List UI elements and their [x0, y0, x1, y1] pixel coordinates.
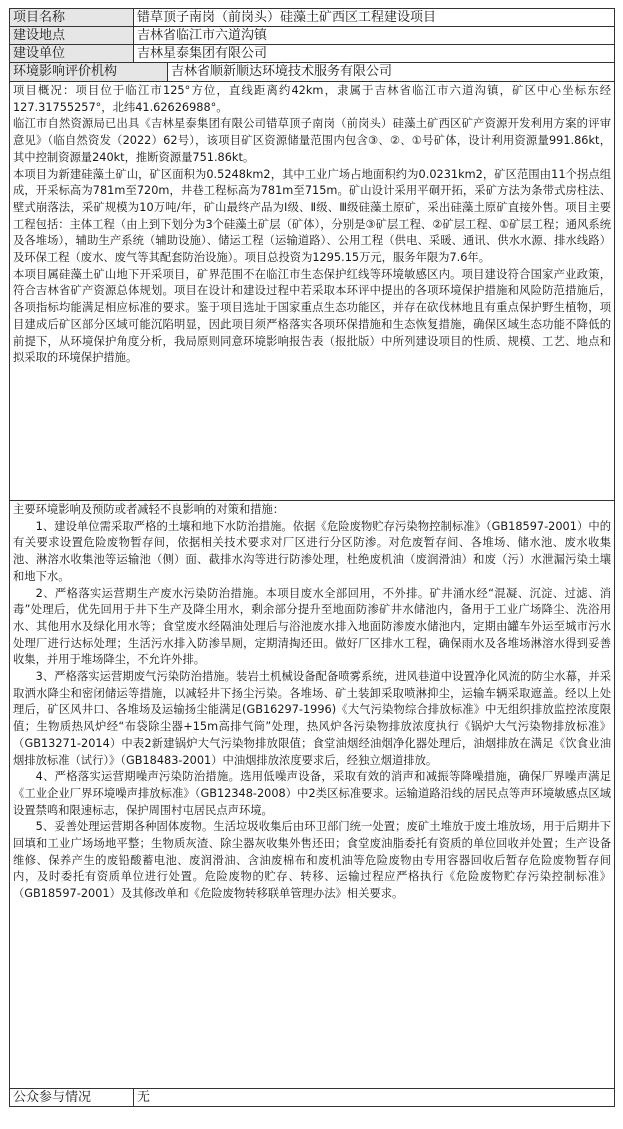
row-unit — [10, 45, 615, 63]
eia-org-label: 环境影响评价机构 — [10, 63, 168, 82]
row-measures — [10, 501, 615, 1089]
row-overview — [10, 82, 615, 501]
overview-paragraph: 本项目为新建硅藻土矿山，矿区面积为0.5248km2，其中工业广场占地面积约为0.0231km2，矿区范围由11个拐点组成，开采标高为781m至720m，井巷工程标高为781m至715m。矿山设计采用平硐开拓，采矿方法为条带式房柱法、壁式崩落法，采矿规模为10万吨/年，矿山最终产品为Ⅰ级、Ⅱ级、Ⅲ级硅藻土原矿，采出硅藻土原矿直接外售。项目主要工程包括：主体工程（由上到下划分为3个硅藻土矿层（矿体），分别是③矿层工程、②矿层工程、①矿层工程；通风系统及各堆场），辅助生产系统（辅助设施）、储运工程（运输道路）、公用工程（供电、采暖、通讯、供水水源、排水线路）及环保工程（废水、废气等其配套防治设施）。项目总投资为1295.15万元，服务年限为7.6年。 — [13, 167, 611, 265]
measure-item: 4、严格落实运营期噪声污染防治措施。选用低噪声设备，采取有效的消声和减振等降噪措施，确保厂界噪声满足《工业企业厂界环境噪声排放标准》（GB12348-2008）中2类区标准要求。运输道路沿线的居民点等声环境敏感点区域设置禁鸣和限速标志，保护周围村屯居民点声环境。 — [13, 770, 611, 817]
measure-item: 3、严格落实运营期废气污染防治措施。装岩土机械设备配备喷雾系统，进风巷道中设置净化风流的防尘水幕，并采取洒水降尘和密闭储运等措施，以减轻井下扬尘污染。各堆场、矿土装卸采取喷淋抑尘，运输车辆采取遮盖。经以上处理后，矿区风井口、各堆场及运输扬尘能满足(GB16297-1996)《大气污染物综合排放标准》中无组织排放监控浓度限值；生物质热风炉经“布袋除尘器+15m高排气筒”处理，热风炉各污染物排放浓度执行《锅炉大气污染物排放标准》（GB13271-2014）中表2新建锅炉大气污染物排放限值；食堂油烟经油烟净化器处理后，油烟排放在满足《饮食业油烟排放标准（试行）》（GB18483-2001）中油烟排放浓度要求后，经独立烟道排放。 — [13, 670, 611, 767]
measures-heading: 主要环境影响及预防或者减轻不良影响的对策和措施： — [13, 503, 285, 516]
unit-value: 吉林星泰集团有限公司 — [134, 45, 615, 63]
public-label: 公众参与情况 — [10, 1089, 134, 1107]
measure-item: 1、建设单位需采取严格的土壤和地下水防治措施。依据《危险废物贮存污染物控制标准》（GB18597-2001）中的有关要求设置危险废物暂存间，依据相关技术要求对厂区进行分区防渗。对危废暂存间、各堆场、储水池、废水收集池、淋溶水收集池等运输池（侧）面、截排水沟等进行防渗处理，杜绝废机油（废润滑油）和废（污）水泄漏污染土壤和地下水。 — [13, 519, 611, 583]
measure-item: 2、严格落实运营期生产废水污染防治措施。本项目废水全部回用，不外排。矿井涌水经“混凝、沉淀、过滤、消毒”处理后，优先回用于井下生产及降尘用水，剩余部分提升至地面防渗矿井水储池内，备用于工业广场降尘、洗浴用水、其他用水及绿化用水等；食堂废水经隔油处理后与浴池废水排入地面防渗废水储池内，定期由罐车外运至城市污水处理厂进行达标处理；生活污水排入防渗旱厕，定期清掏还田。做好厂区排水工程，确保雨水及各堆场淋溶水得到妥善收集，并用于堆场降尘，不允许外排。 — [13, 586, 611, 667]
row-project-name — [10, 9, 615, 27]
measure-item: 5、妥善处理运营期各种固体废物。生活垃圾收集后由环卫部门统一处置；废矿土堆放于废土堆放场，用于后期井下回填和工业广场场地平整；生物质灰渣、除尘器灰收集外售还田；食堂废油脂委托有资质的单位回收并处置；生产设备维修、保养产生的废铅酸蓄电池、废润滑油、含油废棉布和废机油等危险废物由专用容器回收后暂存危险废物暂存间内，及时委托有资质单位进行处置。危险废物的贮存、转移、运输过程应严格执行《危险废物贮存污染控制标准》（GB18597-2001）及其修改单和《危险废物转移联单管理办法》相关要求。 — [13, 820, 611, 901]
location-value: 吉林省临江市六道沟镇 — [134, 27, 615, 45]
measures-cell — [10, 501, 615, 1089]
project-info-table — [9, 8, 615, 1107]
location-label: 建设地点 — [10, 27, 134, 45]
public-value: 无 — [134, 1089, 615, 1107]
overview-cell — [10, 82, 615, 501]
project-name-value: 错草顶子南岗（前岗头）硅藻土矿西区工程建设项目 — [134, 9, 615, 27]
row-public — [10, 1089, 615, 1107]
overview-paragraph: 本项目属硅藻土矿山地下开采项目，矿界范围不在临江市生态保护红线等环境敏感区内。项目建设符合国家产业政策，符合吉林省矿产资源总体规划。项目在设计和建设过程中若采取本环评中提出的各项环境保护措施和风险防范措施后，各项指标均能满足相应标准的要求。鉴于项目选址于国家重点生态功能区，并存在砍伐林地且有重点保护野生植物，项目建成后矿区部分区域可能沉陷明显，因此项目须严格落实各项环保措施和生态恢复措施，确保区域生态功能不降低的前提下，从环境保护角度分析，我局原则同意环境影响报告表（报批版）中所列建设项目的性质、规模、工艺、地点和拟采取的环境保护措施。 — [13, 267, 611, 365]
unit-label: 建设单位 — [10, 45, 134, 63]
row-eia-org — [10, 63, 615, 82]
overview-paragraph: 项目概况：项目位于临江市125°方位，直线距离约42km，隶属于吉林省临江市六道沟镇，矿区中心坐标东经127.31755257°，北纬41.62626988°。 — [13, 84, 611, 114]
project-name-label: 项目名称 — [10, 9, 134, 27]
eia-org-value: 吉林省顺新顺达环境技术服务有限公司 — [168, 63, 615, 82]
overview-paragraph: 临江市自然资源局已出具《吉林星泰集团有限公司错草顶子南岗（前岗头）硅藻土矿西区矿产资源开发利用方案的评审意见》（临自然资发（2022）62号），该项目矿区资源储量范围内包含③、②、①号矿体，设计利用资源量991.86kt，其中控制资源量240kt，推断资源量751.86kt。 — [13, 117, 611, 164]
row-location — [10, 27, 615, 45]
